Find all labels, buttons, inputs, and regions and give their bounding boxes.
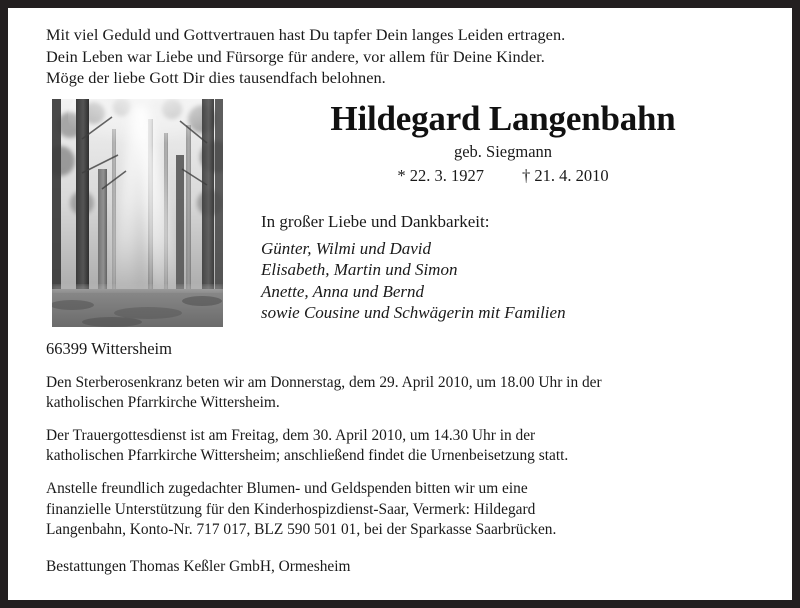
funeral-service-line-1: Der Trauergottesdienst ist am Freitag, dem 30. April 2010, um 14.30 Uhr in der [46, 426, 536, 444]
undertaker-line: Bestattungen Thomas Keßler GmbH, Ormesheim [46, 557, 351, 575]
rosary-line-2: katholischen Pfarrkirche Wittersheim. [46, 393, 280, 411]
mourners-list [252, 238, 764, 324]
verse-line-1: Mit viel Geduld und Gottvertrauen hast Du tapfer Dein langes Leiden ertragen. [46, 25, 566, 44]
verse-line-2: Dein Leben war Liebe und Fürsorge für andere, vor allem für Deine Kinder. [46, 46, 545, 66]
life-dates [252, 165, 764, 187]
mourner-line: Elisabeth, Martin und Simon [261, 260, 458, 279]
mourners-heading: In großer Liebe und Dankbarkeit: [261, 211, 490, 231]
verse-line-3: Möge der liebe Gott Dir dies tausendfach belohnen. [46, 68, 386, 87]
location-line: 66399 Wittersheim [46, 338, 172, 358]
mourner-line: Günter, Wilmi und David [261, 238, 431, 258]
funeral-service-paragraph [46, 426, 764, 466]
mourner-line: Anette, Anna und Bernd [261, 281, 425, 301]
maiden-name: geb. Siegmann [453, 141, 553, 161]
rosary-paragraph [46, 373, 764, 413]
mourner-line: sowie Cousine und Schwägerin mit Familien [261, 303, 566, 322]
date-of-death: † 21. 4. 2010 [522, 165, 609, 185]
donations-paragraph [46, 479, 764, 540]
deceased-name: Hildegard Langenbahn [330, 98, 676, 138]
date-of-birth: * 22. 3. 1927 [397, 165, 484, 185]
rosary-line-1: Den Sterberosenkranz beten wir am Donnerstag, dem 29. April 2010, um 18.00 Uhr in der [46, 373, 602, 391]
obituary-sheet [8, 8, 792, 600]
photo-and-name-block [46, 99, 764, 329]
memorial-verse [46, 24, 764, 89]
funeral-service-line-2: katholischen Pfarrkirche Wittersheim; anschließend findet die Urnenbeisetzung statt. [46, 447, 569, 465]
donations-line-2: finanzielle Unterstützung für den Kinderhospizdienst-Saar, Vermerk: Hildegard [46, 500, 536, 518]
name-block [252, 99, 764, 324]
forest-sunbeams-photo [52, 99, 223, 327]
donations-line-1: Anstelle freundlich zugedachter Blumen- und Geldspenden bitten wir um eine [46, 480, 528, 498]
donations-line-3: Langenbahn, Konto-Nr. 717 017, BLZ 590 501 01, bei der Sparkasse Saarbrücken. [46, 520, 557, 538]
